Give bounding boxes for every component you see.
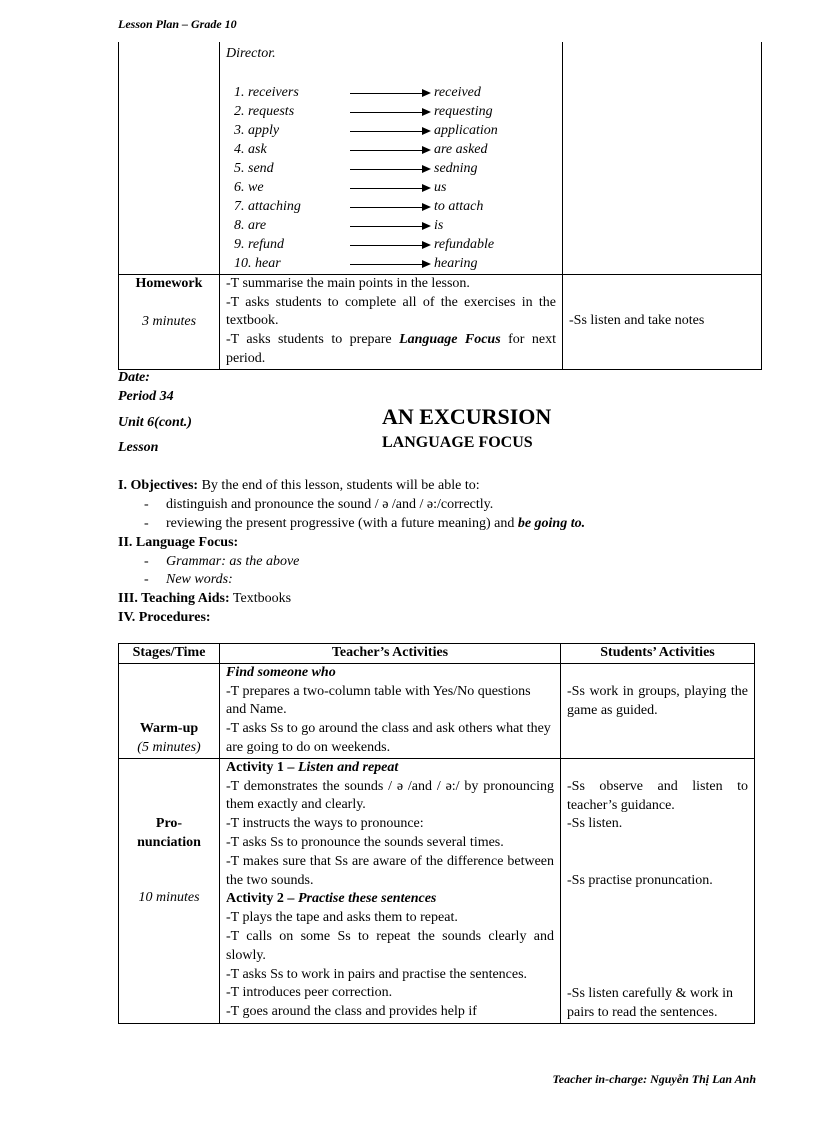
activity2-line: -T asks Ss to work in pairs and practise the sentences. [226,966,528,982]
corrected-word: to attach [434,198,484,214]
language-focus-label: II. Language Focus: [118,535,239,550]
original-word: 1. receivers [234,84,299,100]
pron-students-text: -Ss practise pronuncation. [567,873,713,889]
homework-students-text: -Ss listen and take notes [569,313,705,329]
pron-time: 10 minutes [138,890,200,906]
aids-value: Textbooks [229,591,292,606]
arrow-line [350,245,424,246]
arrow-head-icon [422,108,431,116]
pron-teacher-cell [220,758,561,1023]
corrected-word: requesting [434,103,493,119]
empty-stage-cell [119,42,220,274]
procedures-label: IV. Procedures: [118,610,211,625]
answer-list [226,84,556,274]
lesson-subtitle: LANGUAGE FOCUS [382,434,533,451]
arrow-head-icon [422,127,431,135]
homework-line: -T asks students to complete all of the exercises in the textbook. [226,294,556,329]
warmup-time: (5 minutes) [137,739,201,755]
arrow-head-icon [422,146,431,154]
warmup-students-cell [561,663,755,758]
arrow-line [350,150,424,151]
activity2-line: -T calls on some Ss to repeat the sounds clearly and slowly. [226,928,554,963]
warmup-label: Warm-up [139,721,199,737]
arrow-line [350,264,424,265]
arrow-line [350,226,424,227]
homework-label: Homework [135,275,203,291]
homework-time: 3 minutes [141,313,197,329]
answer-pair [226,122,556,141]
corrected-word: are asked [434,141,488,157]
objective-text: reviewing the present progressive (with a future meaning) and [166,516,518,531]
warmup-students-text: -Ss work in groups, playing the game as guided. [567,683,748,718]
header-teacher: Teacher’s Activities [220,644,561,664]
lesson-label: Lesson [118,440,159,455]
homework-text: -T asks students to prepare [226,332,400,348]
arrow-line [350,131,424,132]
lesson-title: AN EXCURSION [382,404,552,429]
pron-students-cell [561,758,755,1023]
warmup-teacher-cell [220,663,561,758]
exercise-table [118,42,762,370]
warmup-heading: Find someone who [226,664,336,680]
corrected-word: application [434,122,498,138]
objective-emphasis: be going to. [517,516,586,531]
homework-line [226,331,556,369]
homework-teacher-cell [220,274,563,369]
pron-label-2: nunciation [137,834,201,850]
original-word: 10. hear [234,255,281,271]
answer-pair [226,236,556,255]
homework-students-cell [563,274,762,369]
answer-pair [226,141,556,160]
homework-text: for next period. [226,332,556,366]
answer-pair [226,160,556,179]
focus-item: - Grammar: as the above [144,554,300,569]
warmup-stage-cell [119,663,220,758]
answer-pair [226,198,556,217]
answer-pair [226,84,556,103]
activity2-line: -T introduces peer correction. [226,985,393,1001]
objectives-line [118,477,480,496]
homework-stage-cell [119,274,220,369]
empty-students-cell [563,42,762,274]
teacher-name: Nguyễn Thị Lan Anh [650,1072,756,1086]
homework-line: -T summarise the main points in the lesson. [226,275,470,291]
objective-item: - reviewing the present progressive (with a future meaning) and be going to. [144,516,586,531]
objective-item: - distinguish and pronounce the sound / ə /and / ə:/correctly. [144,497,494,512]
objectives-intro: By the end of this lesson, students will be able to: [198,478,480,493]
activity1-prefix: Activity 1 – [226,759,298,775]
language-focus-emphasis: Language Focus [399,332,501,348]
director-text: Director. [226,46,276,61]
procedures-table [118,643,755,1024]
focus-text: Grammar: as the above [166,554,300,569]
arrow-head-icon [422,89,431,97]
pron-students-text: -Ss listen carefully & work in pairs to read the sentences. [567,985,734,1020]
answer-pair [226,103,556,122]
answer-pair [226,179,556,198]
pron-students-text: -Ss listen. [567,816,623,832]
pron-label-1: Pro- [155,815,183,831]
focus-item: - New words: [144,572,233,587]
pron-stage-cell [119,758,220,1023]
arrow-head-icon [422,222,431,230]
arrow-line [350,93,424,94]
corrected-word: is [434,217,444,233]
corrected-word: hearing [434,255,478,271]
activity2-prefix: Activity 2 – [226,891,298,907]
arrow-head-icon [422,203,431,211]
activity1-line: -T instructs the ways to pronounce: [226,816,424,832]
footer-label: Teacher in-charge: [552,1072,651,1086]
aids-label: III. Teaching Aids: [118,591,230,606]
header-students: Students’ Activities [561,644,755,664]
original-word: 9. refund [234,236,285,252]
corrected-word: refundable [434,236,495,252]
arrow-head-icon [422,184,431,192]
original-word: 7. attaching [234,198,301,214]
activity1-title: Listen and repeat [297,759,399,775]
corrected-word: received [434,84,481,100]
arrow-line [350,112,424,113]
page-header: Lesson Plan – Grade 10 [118,17,237,31]
arrow-head-icon [422,241,431,249]
arrow-line [350,207,424,208]
corrected-word: sedning [434,160,478,176]
activity1-line: -T demonstrates the sounds / ə /and / ə:/ by pronouncing them exactly and clearly. [226,778,554,813]
activity2-title: Practise these sentences [297,891,437,907]
arrow-head-icon [422,260,431,268]
activity2-line: -T goes around the class and provides help if [226,1004,477,1020]
unit-label: Unit 6(cont.) [118,415,192,430]
original-word: 5. send [234,160,274,176]
footer-teacher [553,1072,756,1087]
original-word: 4. ask [234,141,267,157]
original-word: 2. requests [234,103,295,119]
focus-text: New words: [166,572,233,587]
header-stages: Stages/Time [119,644,220,664]
activity1-line: -T makes sure that Ss are aware of the difference between the two sounds. [226,853,554,888]
answer-cell [220,42,563,274]
corrected-word: us [434,179,447,195]
objectives-label: I. Objectives: [118,478,199,493]
arrow-line [350,188,424,189]
date-label: Date: [118,370,150,385]
original-word: 6. we [234,179,264,195]
original-word: 8. are [234,217,267,233]
activity1-line: -T asks Ss to pronounce the sounds several times. [226,834,504,850]
activity2-line: -T plays the tape and asks them to repeat. [226,910,458,926]
objective-text: distinguish and pronounce the sound / ə /and / ə:/correctly. [166,497,494,512]
answer-pair [226,255,556,274]
warmup-line: -T asks Ss to go around the class and ask others what they are going to do on weekends. [226,721,551,755]
warmup-line: -T prepares a two-column table with Yes/No questions and Name. [226,683,531,718]
arrow-head-icon [422,165,431,173]
period-label: Period 34 [118,389,174,404]
pron-students-text: -Ss observe and listen to teacher’s guidance. [567,778,748,813]
activity1-heading [226,759,554,778]
original-word: 3. apply [234,122,280,138]
aids-line [118,590,291,609]
arrow-line [350,169,424,170]
answer-pair [226,217,556,236]
activity2-heading [226,890,554,909]
